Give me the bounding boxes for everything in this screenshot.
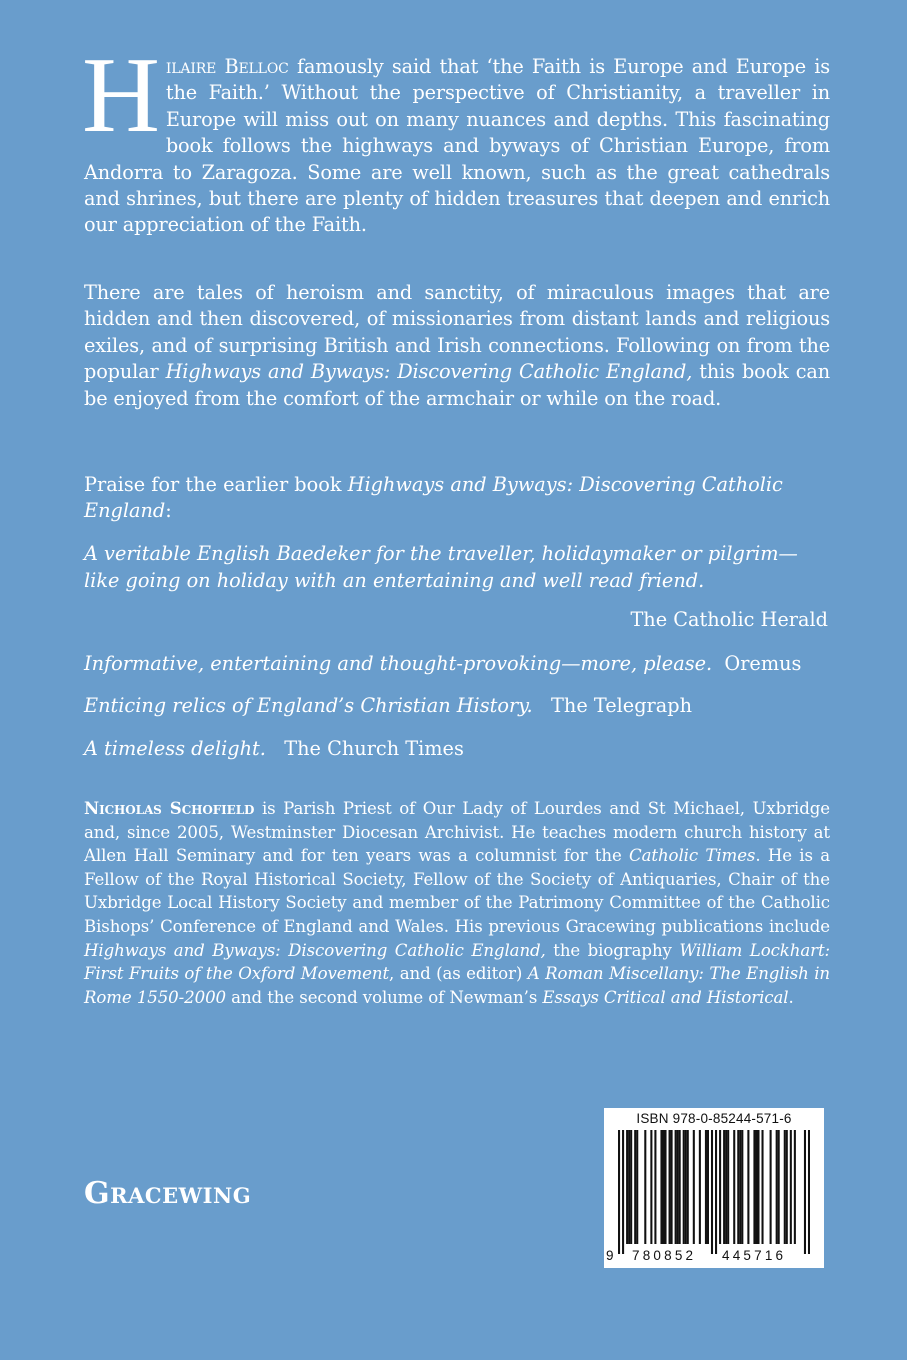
second-paragraph-text-1: There are tales of heroism and sanctity, of miraculous images that are hidden and then discovered, of missionaries from distant lands and religious exiles, and of surprising British and Irish connections. Following on from the popular bbox=[84, 281, 830, 384]
second-paragraph-text-2: this book can be enjoyed from the comfort of the armchair or while on the road. bbox=[84, 360, 830, 410]
quote-text: A timeless delight. bbox=[84, 737, 266, 760]
barcode-bar bbox=[669, 1130, 671, 1244]
barcode-bar bbox=[662, 1130, 664, 1244]
bio-text: . bbox=[788, 987, 794, 1007]
barcode-bar bbox=[675, 1130, 677, 1244]
barcode-bar bbox=[755, 1130, 757, 1244]
barcode-bar bbox=[757, 1130, 759, 1244]
barcode-bar bbox=[671, 1130, 673, 1244]
barcode-bar bbox=[707, 1130, 709, 1244]
barcode-bar bbox=[626, 1130, 628, 1244]
praise-intro bbox=[84, 472, 830, 525]
quote-source: The Church Times bbox=[284, 737, 464, 760]
bio-title: Essays Critical and Historical bbox=[542, 987, 789, 1007]
quote-text: A veritable English Baedeker for the traveller, holidaymaker or pilgrim— like going on holiday with an entertaining and well read friend. bbox=[84, 542, 798, 592]
barcode-bar bbox=[644, 1130, 646, 1244]
isbn-barcode bbox=[604, 1108, 824, 1268]
quote-1-attribution bbox=[84, 606, 830, 633]
quote-text: Enticing relics of England’s Christian History. bbox=[84, 694, 533, 717]
barcode-bar bbox=[776, 1130, 778, 1244]
barcode-bar bbox=[634, 1130, 636, 1244]
bio-title: Catholic Times bbox=[629, 846, 756, 866]
author-name: Nicholas Schofield bbox=[84, 798, 255, 818]
barcode-bar bbox=[705, 1130, 707, 1244]
blurb-section bbox=[82, 36, 830, 239]
quote-text: Informative, entertaining and thought-provoking—more, please. bbox=[84, 652, 713, 675]
barcode-bar bbox=[630, 1130, 632, 1244]
intro-author-name: ilaire Belloc bbox=[165, 55, 289, 78]
barcode-bar bbox=[747, 1130, 749, 1244]
bio-text: the biography bbox=[545, 940, 680, 960]
intro-paragraph bbox=[82, 36, 830, 239]
barcode-bar bbox=[636, 1130, 638, 1244]
quote-source: Oremus bbox=[724, 652, 802, 675]
barcode-bar bbox=[725, 1130, 727, 1244]
author-bio bbox=[84, 797, 830, 1009]
barcode-digits-left: 780852 bbox=[632, 1248, 697, 1263]
second-paragraph-block bbox=[84, 280, 830, 412]
barcode-bar bbox=[784, 1130, 786, 1244]
bio-title: Highways and Byways: Discovering Catholic England, bbox=[84, 940, 546, 960]
barcode-bar bbox=[778, 1130, 780, 1244]
barcode-bar bbox=[660, 1130, 662, 1244]
praise-intro-end: : bbox=[165, 499, 172, 523]
publisher-name: Gracewing bbox=[84, 1176, 252, 1211]
barcode-bar bbox=[650, 1130, 652, 1244]
barcode-bar bbox=[687, 1130, 689, 1244]
barcode-bar bbox=[786, 1130, 788, 1244]
barcode-bar bbox=[683, 1130, 685, 1244]
barcode-bar bbox=[679, 1130, 681, 1244]
barcode-bar bbox=[733, 1130, 735, 1244]
second-paragraph-book-title: Highways and Byways: Discovering Catholic England, bbox=[165, 360, 693, 384]
barcode-bar bbox=[654, 1130, 656, 1244]
praise-section bbox=[84, 472, 830, 525]
quote-source: The Telegraph bbox=[551, 694, 693, 717]
quote-3 bbox=[84, 692, 830, 719]
barcode-digits-right: 445716 bbox=[722, 1248, 787, 1263]
bio-text: and the second volume of Newman’s bbox=[225, 987, 543, 1007]
barcode-bar bbox=[761, 1130, 763, 1244]
barcode-bar bbox=[719, 1130, 721, 1244]
drop-cap: H bbox=[82, 36, 160, 155]
barcode-bar bbox=[770, 1130, 772, 1244]
barcode-bar bbox=[790, 1130, 792, 1244]
bio-title: William Lockhart: First Fruits of the Oxford Movement bbox=[84, 940, 830, 984]
barcode-bar bbox=[739, 1130, 741, 1244]
barcode-bar bbox=[693, 1130, 695, 1244]
barcode-digit-first: 9 bbox=[606, 1248, 614, 1263]
bio-text: . He is a Fellow of the Royal Historical Society, Fellow of the Society of Antiquaries, Chair of the Uxbridge Local History Society and member of the Patrimony Committee of the Catholic Bishops’ Conference of England and Wales. His previous Gracewing publications include bbox=[84, 846, 830, 936]
quote-4 bbox=[84, 735, 830, 762]
bio-text: is Parish Priest of Our Lady of Lourdes and St Michael, Uxbridge and, since 2005, Westminster Diocesan Archivist. He teaches modern church history at Allen Hall Seminary and for ten years was a columnist for the bbox=[84, 799, 830, 866]
barcode-bar bbox=[737, 1130, 739, 1244]
barcode-bar bbox=[685, 1130, 687, 1244]
barcode-bar bbox=[808, 1130, 810, 1254]
intro-text: famously said that ‘the Faith is Europe and Europe is the Faith.’ Without the perspective of Christianity, a traveller in Europe will miss out on many nuances and depths. This fascinating book follows the highways and byways of Christian Europe, from Andorra to Zaragoza. Some are well known, such as the great cathedrals and shrines, but there are plenty of hidden treasures that deepen and enrich our appreciation of the Faith. bbox=[84, 55, 830, 237]
isbn-label: ISBN 978-0-85244-571-6 bbox=[636, 1111, 792, 1126]
barcode-bar bbox=[753, 1130, 755, 1244]
barcode-bar bbox=[618, 1130, 620, 1254]
quote-2 bbox=[84, 650, 830, 677]
barcode-bar bbox=[628, 1130, 630, 1244]
praise-intro-title: Highways and Byways: Discovering Catholic England bbox=[84, 473, 783, 523]
quote-1 bbox=[84, 540, 830, 594]
barcode-bar bbox=[723, 1130, 725, 1244]
bio-text: , and (as editor) bbox=[389, 964, 528, 984]
second-paragraph bbox=[84, 280, 830, 412]
barcode-bars bbox=[618, 1130, 810, 1254]
barcode-bar bbox=[741, 1130, 743, 1244]
bio-title: A Roman Miscellany: The English in Rome 1550-2000 bbox=[84, 964, 830, 1007]
quote-source: The Catholic Herald bbox=[630, 608, 828, 631]
barcode-bar bbox=[622, 1130, 624, 1254]
barcode-bar bbox=[794, 1130, 796, 1244]
barcode-bar bbox=[699, 1130, 701, 1244]
barcode-bar bbox=[727, 1130, 729, 1244]
barcode-bar bbox=[804, 1130, 806, 1254]
barcode-bar bbox=[677, 1130, 679, 1244]
barcode-bar bbox=[715, 1130, 717, 1254]
praise-intro-text: Praise for the earlier book bbox=[84, 473, 348, 496]
barcode-bar bbox=[711, 1130, 713, 1254]
barcode-bar bbox=[664, 1130, 666, 1244]
